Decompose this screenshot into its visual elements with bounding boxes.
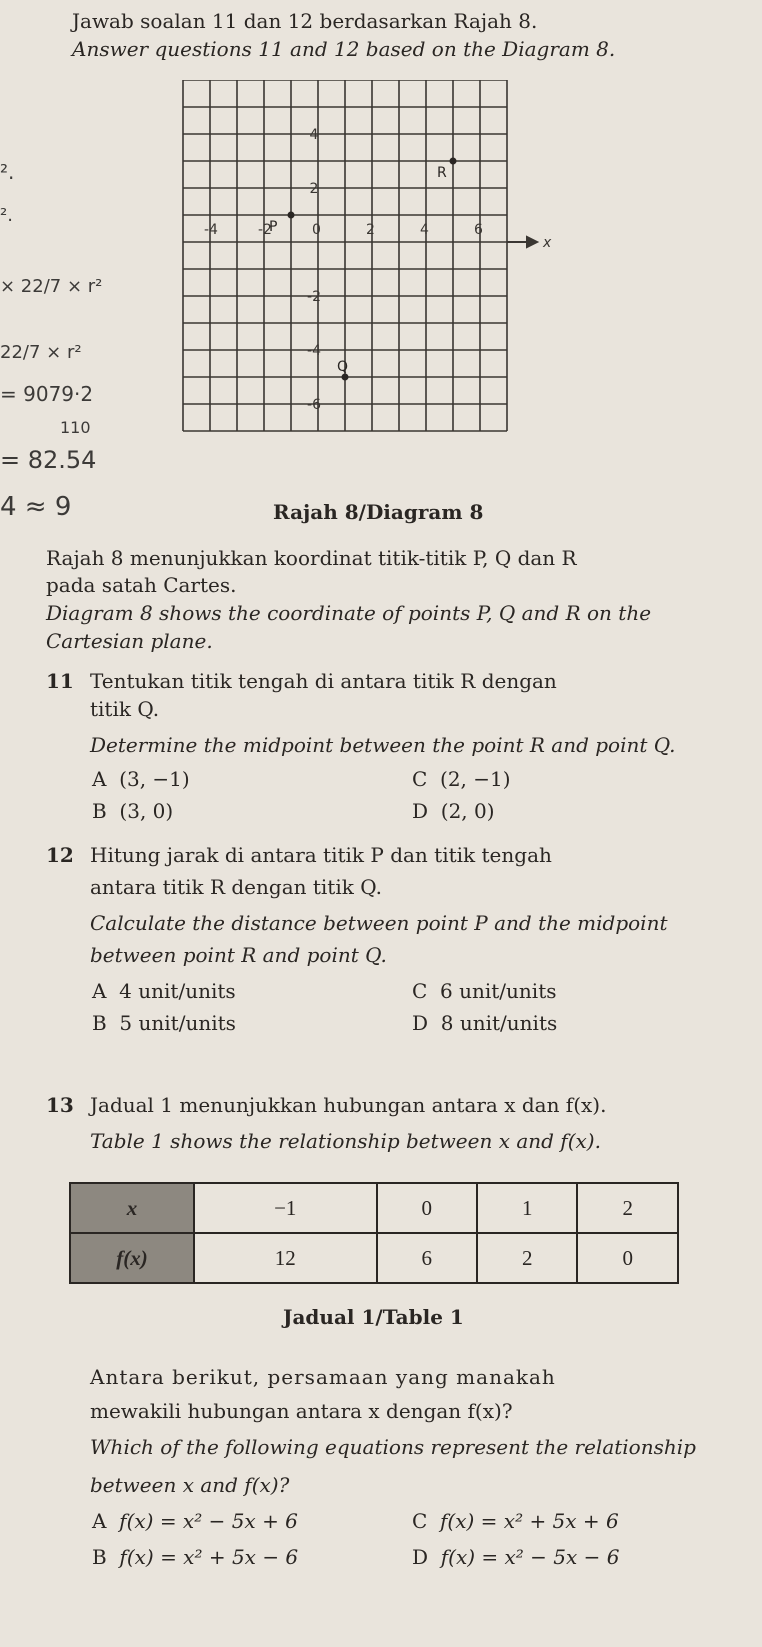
point-p [288, 212, 295, 219]
point-label-q: Q [337, 359, 349, 375]
q12-option-a[interactable]: A 4 unit/units [92, 979, 236, 1003]
x-tick-label: 4 [420, 222, 429, 238]
point-label-p: P [269, 219, 278, 235]
table-cell: 0 [577, 1233, 678, 1283]
table-cell: −1 [194, 1183, 377, 1233]
q13-ms2-2: mewakili hubungan antara x dengan f(x)? [90, 1399, 513, 1423]
q11-en: Determine the midpoint between the point R and point Q. [90, 733, 676, 757]
q13-en2-2: between x and f(x)? [90, 1473, 290, 1497]
y-tick-label: -6 [307, 397, 321, 413]
tick-labels [204, 80, 552, 413]
x-tick-label: -4 [204, 222, 218, 238]
margin-note-1: ². [0, 160, 15, 184]
point-label-r: R [437, 165, 447, 181]
cartesian-diagram [170, 80, 560, 480]
intro-en-1: Diagram 8 shows the coordinate of points P, Q and R on the [46, 601, 652, 625]
q13-number: 13 [46, 1093, 74, 1117]
q12-option-b[interactable]: B 5 unit/units [92, 1011, 236, 1035]
q11-option-b[interactable]: B (3, 0) [92, 799, 174, 823]
margin-note-3: × 22/7 × r² [0, 276, 103, 297]
q13-en: Table 1 shows the relationship between x and f(x). [90, 1129, 601, 1153]
instruction-en: Answer questions 11 and 12 based on the Diagram 8. [72, 37, 616, 61]
q13-option-c[interactable]: C f(x) = x² + 5x + 6 [412, 1509, 619, 1533]
q11-option-a[interactable]: A (3, −1) [92, 767, 190, 791]
point-r [450, 158, 457, 165]
table-cell: 6 [377, 1233, 477, 1283]
diagram-caption: Rajah 8/Diagram 8 [273, 500, 484, 524]
x-tick-label: 2 [366, 222, 375, 238]
q13-option-d[interactable]: D f(x) = x² − 5x − 6 [412, 1545, 620, 1569]
q12-option-d[interactable]: D 8 unit/units [412, 1011, 558, 1035]
table-row-fx [70, 1233, 678, 1283]
x-tick-label: 0 [312, 222, 321, 238]
y-tick-label: -4 [307, 343, 321, 359]
table-header-fx: f(x) [70, 1233, 194, 1283]
q11-ms-2: titik Q. [90, 697, 160, 721]
margin-note-7: = 82.54 [0, 446, 97, 474]
table-header-x: x [70, 1183, 194, 1233]
q11-option-c[interactable]: C (2, −1) [412, 767, 511, 791]
intro-ms-2: pada satah Cartes. [46, 573, 237, 597]
q12-option-c[interactable]: C 6 unit/units [412, 979, 557, 1003]
y-tick-label: 2 [309, 181, 319, 197]
table-cell: 2 [477, 1233, 577, 1283]
q13-option-b[interactable]: B f(x) = x² + 5x − 6 [92, 1545, 299, 1569]
q12-ms-1: Hitung jarak di antara titik P dan titik tengah [90, 843, 552, 867]
instruction-ms: Jawab soalan 11 dan 12 berdasarkan Rajah 8. [72, 9, 538, 33]
y-tick-label: -2 [307, 289, 321, 305]
y-tick-label: 4 [309, 127, 319, 143]
table-cell: 0 [377, 1183, 477, 1233]
q13-ms2-1: Antara berikut, persamaan yang manakah [90, 1365, 556, 1389]
table-caption: Jadual 1/Table 1 [283, 1305, 464, 1329]
q11-number: 11 [46, 669, 74, 693]
q12-number: 12 [46, 843, 74, 867]
table-cell: 12 [194, 1233, 377, 1283]
q12-ms-2: antara titik R dengan titik Q. [90, 875, 382, 899]
x-tick-label: -2 [258, 222, 272, 238]
intro-ms-1: Rajah 8 menunjukkan koordinat titik-titik P, Q dan R [46, 546, 577, 570]
margin-note-8: 4 ≈ 9 [0, 492, 72, 522]
margin-note-4: 22/7 × r² [0, 342, 82, 363]
x-axis-arrowhead [527, 237, 537, 247]
x-tick-label: 6 [474, 222, 483, 238]
q12-en-1: Calculate the distance between point P and the midpoint [90, 911, 668, 935]
q11-ms-1: Tentukan titik tengah di antara titik R dengan [90, 669, 557, 693]
q12-en-2: between point R and point Q. [90, 943, 387, 967]
q13-ms: Jadual 1 menunjukkan hubungan antara x dan f(x). [90, 1093, 607, 1117]
table-cell: 1 [477, 1183, 577, 1233]
function-table [69, 1182, 679, 1284]
q13-option-a[interactable]: A f(x) = x² − 5x + 6 [92, 1509, 298, 1533]
x-axis-label: x [543, 235, 552, 251]
table-row-x [70, 1183, 678, 1233]
margin-note-6: 110 [60, 418, 91, 437]
q11-option-d[interactable]: D (2, 0) [412, 799, 495, 823]
intro-en-2: Cartesian plane. [46, 629, 213, 653]
margin-note-2: ². [0, 205, 13, 226]
q13-en2-1: Which of the following equations represent the relationship [90, 1435, 696, 1459]
table-cell: 2 [577, 1183, 678, 1233]
margin-note-5: = 9079·2 [0, 382, 94, 406]
